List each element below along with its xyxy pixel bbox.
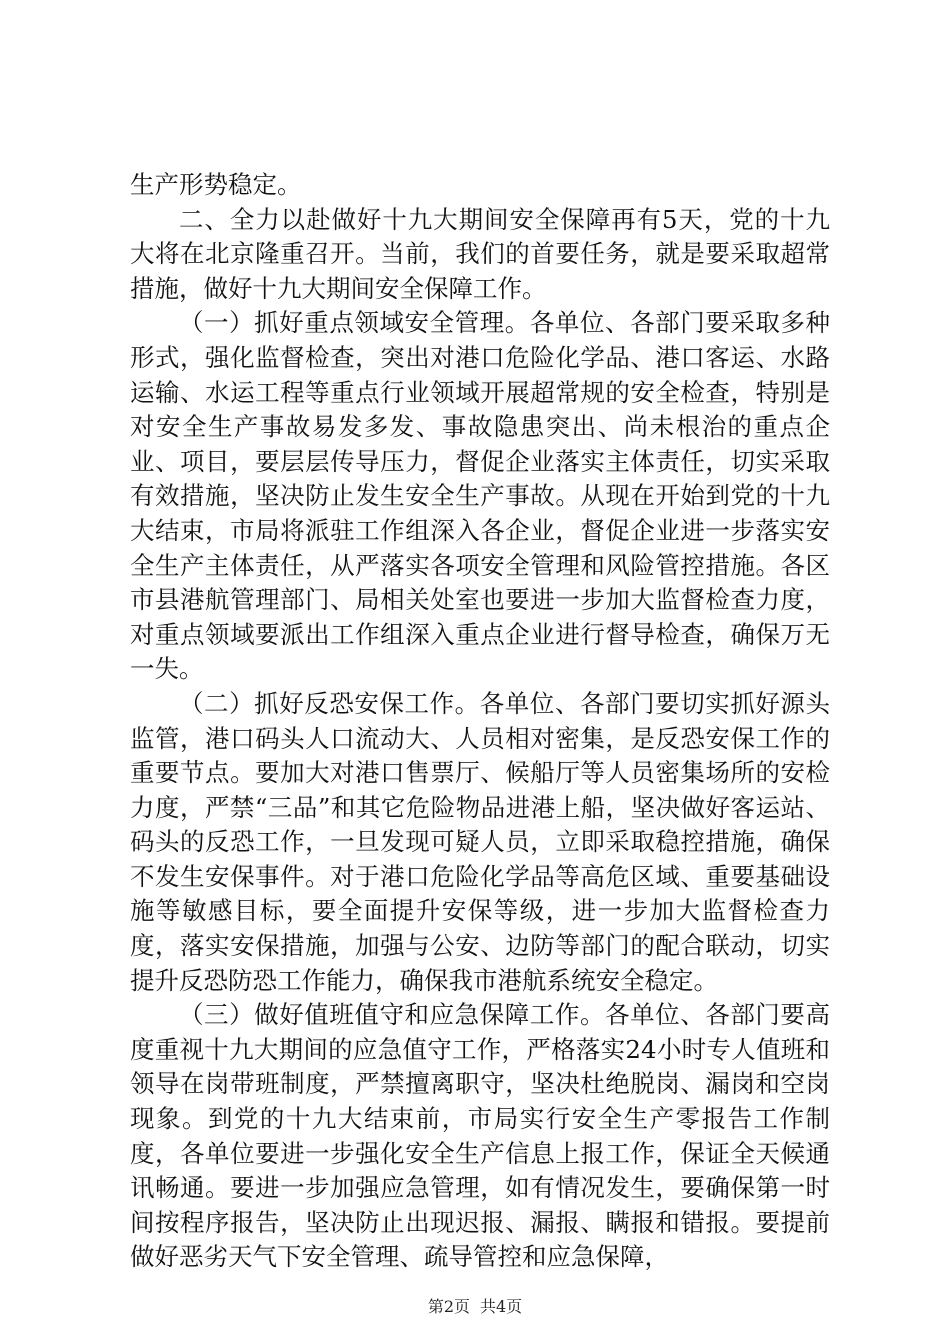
paragraph-continuation: 生产形势稳定。 bbox=[130, 170, 302, 199]
paragraph-item-two: （二）抓好反恐安保工作。各单位、各部门要切实抓好源头监管，港口码头人口流动大、人员相对密集，是反恐安保工作的重要节点。要加大对港口售票厅、候船厅等人员密集场所的安检力度，严禁“三品”和其它危险物品进港上船，坚决做好客运站、码头的反恐工作，一旦发现可疑人员，立即采取稳控措施，确保不发生安保事件。对于港口危险化学品等高危区域、重要基础设施等敏感目标，要全面提升安保等级，进一步加大监督检查力度，落实安保措施，加强与公安、边防等部门的配合联动，切实提升反恐防恐工作能力，确保我市港航系统安全稳定。 bbox=[130, 688, 830, 995]
page-footer bbox=[0, 1296, 950, 1318]
paragraph-item-three: （三）做好值班值守和应急保障工作。各单位、各部门要高度重视十九大期间的应急值守工作，严格落实24小时专人值班和领导在岗带班制度，严禁擅离职守，坚决杜绝脱岗、漏岗和空岗现象。到党的十九大结束前，市局实行安全生产零报告工作制度，各单位要进一步强化安全生产信息上报工作，保证全天候通讯畅通。要进一步加强应急管理，如有情况发生，要确保第一时间按程序报告，坚决防止出现迟报、漏报、瞒报和错报。要提前做好恶劣天气下安全管理、疏导管控和应急保障， bbox=[130, 1000, 830, 1272]
paragraph-section-two: 二、全力以赴做好十九大期间安全保障再有5天，党的十九大将在北京隆重召开。当前，我们的首要任务，就是要采取超常措施，做好十九大期间安全保障工作。 bbox=[130, 204, 830, 303]
paragraph-item-one: （一）抓好重点领域安全管理。各单位、各部门要采取多种形式，强化监督检查，突出对港口危险化学品、港口客运、水路运输、水运工程等重点行业领域开展超常规的安全检查，特别是对安全生产事故易发多发、事故隐患突出、尚未根治的重点企业、项目，要层层传导压力，督促企业落实主体责任，切实采取有效措施，坚决防止发生安全生产事故。从现在开始到党的十九大结束，市局将派驻工作组深入各企业，督促企业进一步落实安全生产主体责任，从严落实各项安全管理和风险管控措施。各区市县港航管理部门、局相关处室也要进一步加大监督检查力度，对重点领域要派出工作组深入重点企业进行督导检查，确保万无一失。 bbox=[130, 308, 830, 684]
page-number: 第2页 bbox=[427, 1297, 470, 1316]
document-body bbox=[130, 168, 830, 1275]
page-total: 共4页 bbox=[480, 1297, 523, 1316]
